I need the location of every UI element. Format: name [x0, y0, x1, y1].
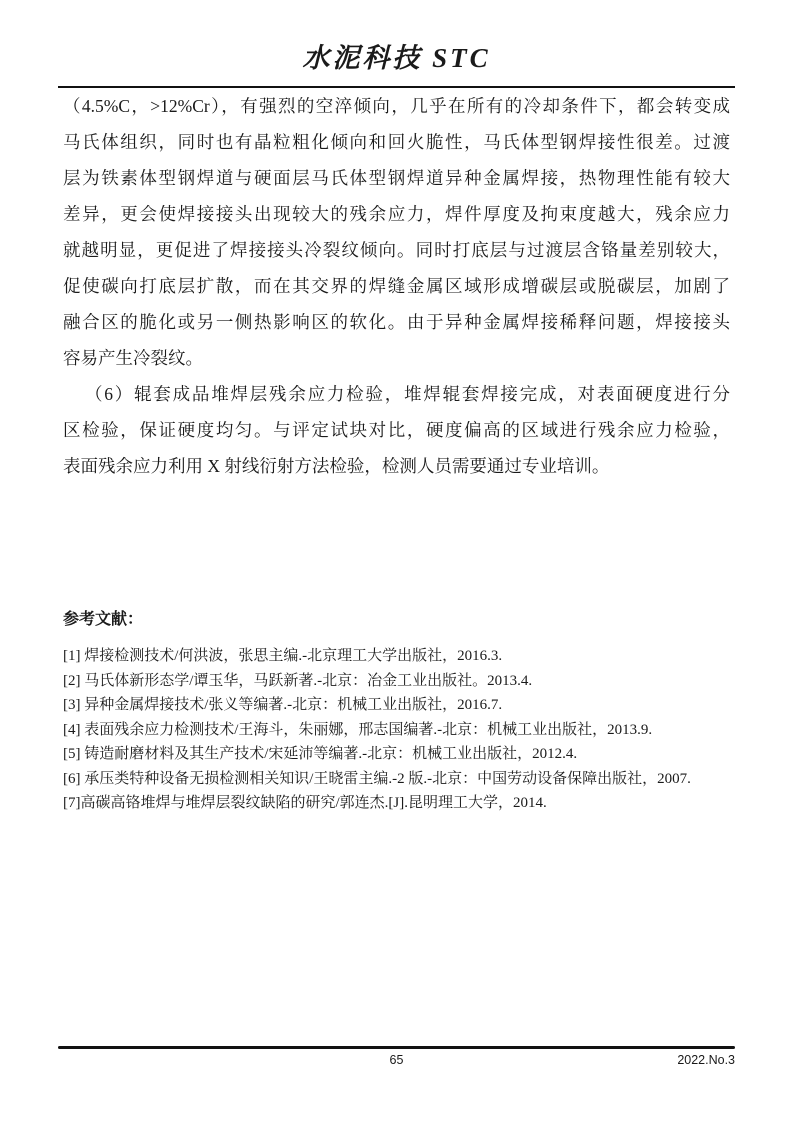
reference-item: [4] 表面残余应力检测技术/王海斗，朱丽娜，邢志国编著.-北京：机械工业出版社，2013.9.: [63, 721, 653, 738]
footer-rule: [58, 1046, 735, 1049]
paragraph-1: [63, 88, 730, 376]
journal-title: 水泥科技 STC: [302, 43, 491, 73]
body-line: 就越明显，更促进了焊接接头冷裂纹倾向。同时打底层与过渡层含铬量差别较大，: [63, 240, 730, 260]
body-line: 容易产生冷裂纹。: [63, 348, 203, 368]
body-line: 表面残余应力利用 X 射线衍射方法检验，检测人员需要通过专业培训。: [63, 456, 610, 476]
body-line: 马氏体组织，同时也有晶粒粗化倾向和回火脆性，马氏体型钢焊接性很差。过渡: [63, 132, 730, 152]
reference-item: [6] 承压类特种设备无损检测相关知识/王晓雷主编.-2 版.-北京：中国劳动设备保障出版社，2007.: [63, 770, 691, 787]
issue-number: 2022.No.3: [677, 1053, 735, 1067]
body-line: 促使碳向打底层扩散，而在其交界的焊缝金属区域形成增碳层或脱碳层，加剧了: [63, 276, 730, 296]
references-section: [63, 606, 735, 816]
references-heading: 参考文献：: [63, 611, 144, 628]
reference-item: [5] 铸造耐磨材料及其生产技术/宋延沛等编著.-北京：机械工业出版社，2012.4.: [63, 746, 578, 762]
reference-item: [7]高碳高铬堆焊与堆焊层裂纹缺陷的研究/郭连杰.[J].昆明理工大学，2014.: [63, 795, 547, 811]
body-line: （6）辊套成品堆焊层残余应力检验，堆焊辊套焊接完成，对表面硬度进行分: [85, 384, 730, 404]
reference-item: [3] 异种金属焊接技术/张义等编著.-北京：机械工业出版社，2016.7.: [63, 697, 503, 713]
body-line: 区检验，保证硬度均匀。与评定试块对比，硬度偏高的区域进行残余应力检验，: [63, 420, 730, 440]
paragraph-2: [63, 376, 730, 484]
body-line: 层为铁素体型钢焊道与硬面层马氏体型钢焊道异种金属焊接，热物理性能有较大: [63, 168, 730, 188]
page-footer: [58, 1051, 735, 1069]
page-number: 65: [389, 1053, 404, 1067]
reference-item: [2] 马氏体新形态学/谭玉华，马跃新著.-北京：冶金工业出版社。2013.4.: [63, 672, 533, 689]
article-body: [63, 88, 730, 484]
reference-item: [1] 焊接检测技术/何洪波，张思主编.-北京理工大学出版社，2016.3.: [63, 648, 503, 664]
body-line: 差异，更会使焊接接头出现较大的残余应力，焊件厚度及拘束度越大，残余应力: [63, 204, 730, 224]
body-line: 融合区的脆化或另一侧热影响区的软化。由于异种金属焊接稀释问题，焊接接头: [63, 312, 730, 332]
body-line: （4.5%C，>12%Cr），有强烈的空淬倾向，几乎在所有的冷却条件下，都会转变成: [63, 96, 730, 116]
